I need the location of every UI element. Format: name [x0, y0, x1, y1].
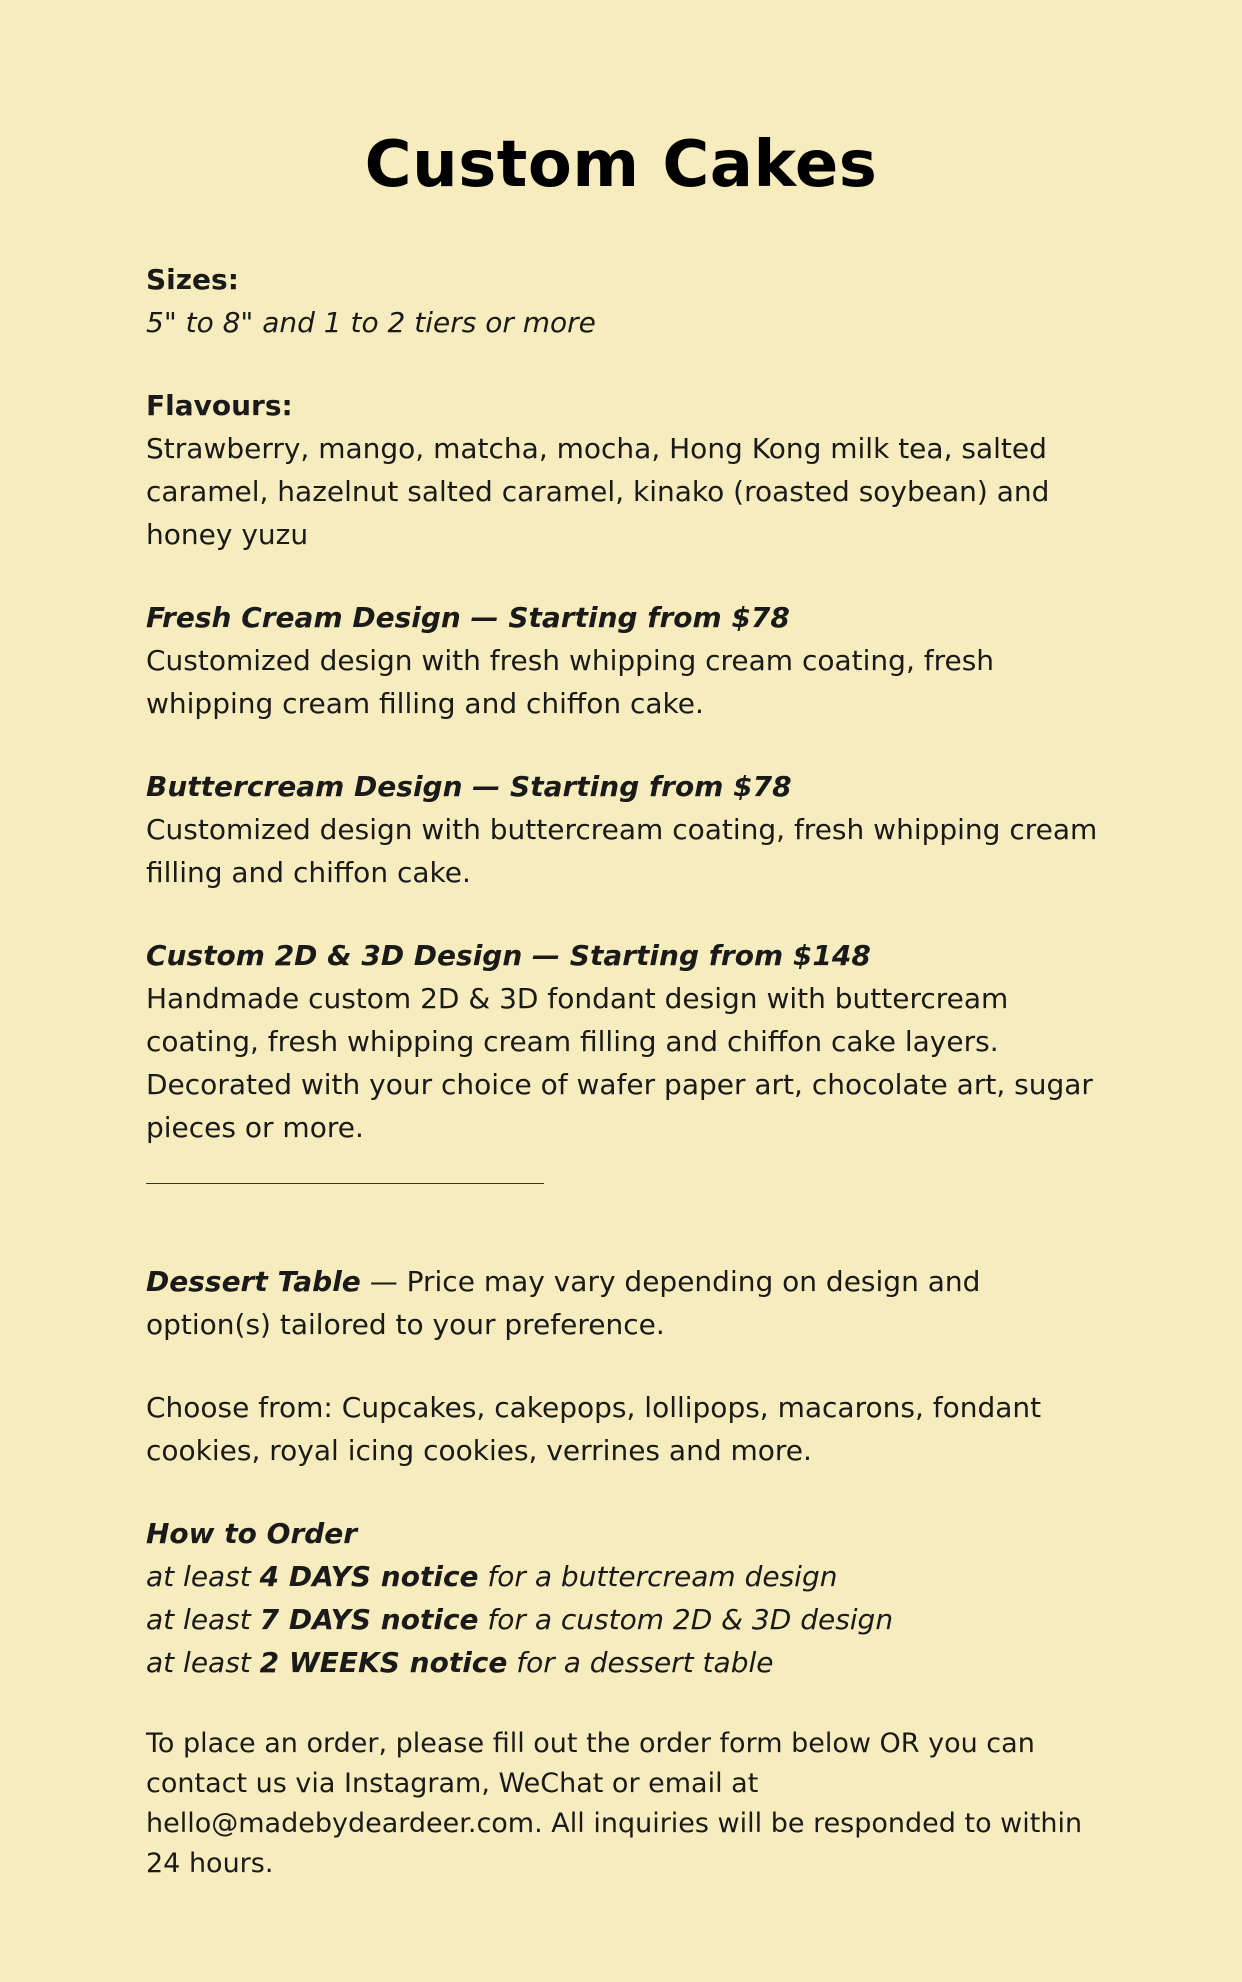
flavours-section	[146, 384, 1106, 556]
buttercream-section	[146, 765, 1106, 894]
notice-emphasis: 4 DAYS notice	[259, 1560, 479, 1593]
fresh-cream-text: Customized design with fresh whipping cream coating, fresh whipping cream filling and chiffon cake.	[146, 644, 995, 720]
buttercream-text: Customized design with buttercream coating, fresh whipping cream filling and chiffon cake.	[146, 813, 1098, 889]
notice-suffix: for a custom 2D & 3D design	[478, 1603, 894, 1636]
divider	[146, 1183, 544, 1184]
flavours-label: Flavours:	[146, 389, 293, 422]
sizes-text: 5" to 8" and 1 to 2 tiers or more	[146, 306, 596, 339]
notice-emphasis: 2 WEEKS notice	[259, 1646, 508, 1679]
content	[146, 258, 1106, 1884]
buttercream-heading: Buttercream Design — Starting from $78	[146, 770, 792, 803]
notice-prefix: at least	[146, 1646, 260, 1679]
dessert-table-text: — Price may vary depending on design and option(s) tailored to your preference.	[146, 1265, 981, 1341]
page-title: Custom Cakes	[364, 128, 878, 202]
dessert-table-section	[146, 1260, 1106, 1346]
dessert-table-heading: Dessert Table	[146, 1265, 361, 1298]
order-notice-line	[146, 1598, 1106, 1641]
order-info-text: To place an order, please fill out the order form below OR you can contact us via Instagram, WeChat or email at hello@madebydeardeer.com. All inquiries will be responded to within 24 hours.	[146, 1728, 1083, 1879]
notice-emphasis: 7 DAYS notice	[259, 1603, 479, 1636]
how-to-order-heading: How to Order	[146, 1517, 358, 1550]
choose-from-text: Choose from: Cupcakes, cakepops, lollipops, macarons, fondant cookies, royal icing cookies, verrines and more.	[146, 1391, 1042, 1467]
notice-suffix: for a dessert table	[507, 1646, 774, 1679]
fresh-cream-section	[146, 596, 1106, 725]
sizes-label: Sizes:	[146, 263, 239, 296]
fresh-cream-heading: Fresh Cream Design — Starting from $78	[146, 601, 790, 634]
flavours-text: Strawberry, mango, matcha, mocha, Hong Kong milk tea, salted caramel, hazelnut salted caramel, kinako (roasted soybean) and honey yuzu	[146, 432, 1050, 551]
choose-from-section	[146, 1386, 1106, 1472]
custom-2d-3d-heading: Custom 2D & 3D Design — Starting from $148	[146, 939, 871, 972]
notice-prefix: at least	[146, 1560, 260, 1593]
how-to-order-section	[146, 1512, 1106, 1684]
sizes-section	[146, 258, 1106, 344]
order-notice-line	[146, 1641, 1106, 1684]
order-notice-line	[146, 1555, 1106, 1598]
notice-prefix: at least	[146, 1603, 260, 1636]
custom-2d-3d-text: Handmade custom 2D & 3D fondant design with buttercream coating, fresh whipping cream filling and chiffon cake layers. Decorated with your choice of wafer paper art, chocolate art, sugar pieces or more.	[146, 982, 1093, 1144]
notice-suffix: for a buttercream design	[478, 1560, 838, 1593]
custom-2d-3d-section	[146, 934, 1106, 1149]
